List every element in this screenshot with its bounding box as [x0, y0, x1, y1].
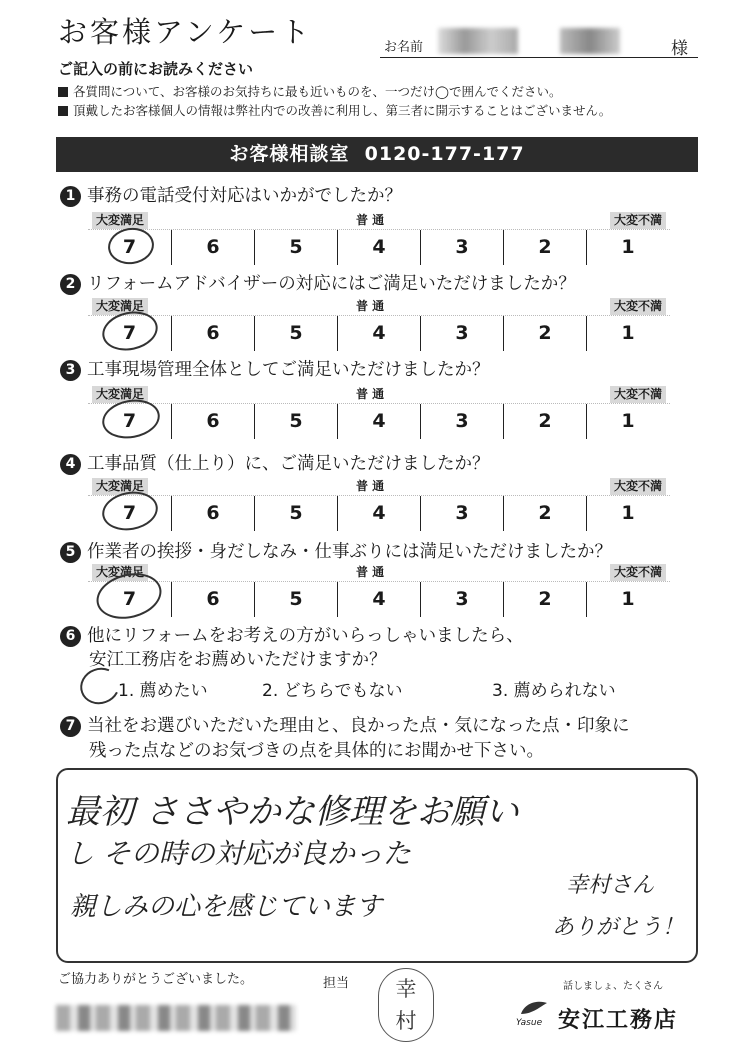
rating-scale-2 — [88, 298, 670, 350]
rating-option[interactable]: 3 — [420, 230, 503, 265]
pre-read-heading: ご記入の前にお読みください — [58, 60, 254, 78]
rating-option[interactable]: 1 — [586, 316, 669, 351]
question-5: 5 作業者の挨拶・身だしなみ・仕事ぶりには満足いただけましたか？ — [60, 538, 612, 563]
page-title: お客様アンケート — [58, 15, 313, 49]
company-tagline: 話しましょ、たくさん — [563, 981, 663, 992]
scale-label-mid: 普 通 — [356, 565, 385, 579]
rating-option[interactable]: 2 — [503, 316, 586, 351]
rating-option[interactable]: 6 — [171, 316, 254, 351]
rating-option[interactable]: 6 — [171, 582, 254, 617]
rating-option[interactable]: 5 — [254, 582, 337, 617]
rating-option[interactable]: 1 — [586, 582, 669, 617]
redacted-name-1 — [438, 28, 518, 54]
question-6-line2: 安江工務店をお薦めいただけますか？ — [89, 650, 387, 670]
free-comment-box[interactable] — [56, 768, 698, 963]
stamp-char-top: 幸 — [395, 977, 417, 1001]
question-number-icon: 7 — [60, 716, 81, 737]
handwritten-line-1: 最初 ささやかな修理をお願い — [66, 792, 519, 832]
rating-option[interactable]: 3 — [420, 582, 503, 617]
rating-option[interactable]: 7 — [122, 502, 137, 524]
scale-label-left: 大変満足 — [92, 212, 148, 229]
question-2: 2 リフォームアドバイザーの対応にはご満足いただけましたか？ — [60, 270, 576, 295]
staff-stamp — [378, 968, 434, 1042]
name-label: お名前 — [384, 40, 424, 55]
note-1: 各質問について、お客様のお気持ちに最も近いものを、一つだけ◯で囲んでください。 — [58, 82, 562, 100]
scale-label-mid: 普 通 — [356, 387, 385, 401]
rating-option[interactable]: 4 — [337, 496, 420, 531]
redacted-name-2 — [560, 28, 620, 54]
consultation-banner — [56, 137, 698, 172]
scale-label-right: 大変不満 — [610, 386, 666, 403]
rating-scale-4 — [88, 478, 670, 530]
q6-option-2[interactable]: 2. どちらでもない — [262, 681, 403, 701]
rating-option[interactable]: 5 — [254, 404, 337, 439]
rating-option[interactable]: 2 — [503, 230, 586, 265]
name-suffix: 様 — [671, 39, 688, 59]
scale-label-right: 大変不満 — [610, 298, 666, 315]
scale-label-right: 大変不満 — [610, 212, 666, 229]
question-number-icon: 3 — [60, 360, 81, 381]
name-field[interactable] — [380, 30, 698, 58]
rating-option[interactable]: 6 — [171, 496, 254, 531]
rating-scale-1 — [88, 212, 670, 264]
scale-label-right: 大変不満 — [610, 478, 666, 495]
question-number-icon: 4 — [60, 454, 81, 475]
question-number-icon: 2 — [60, 274, 81, 295]
rating-option[interactable]: 2 — [503, 496, 586, 531]
q6-option-3[interactable]: 3. 薦められない — [492, 681, 616, 701]
rating-option[interactable]: 4 — [337, 230, 420, 265]
thanks-text: ご協力ありがとうございました。 — [58, 972, 254, 987]
scale-label-left: 大変満足 — [92, 298, 148, 315]
question-number-icon: 5 — [60, 542, 81, 563]
company-name: 安江工務店 — [558, 1008, 679, 1033]
question-number-icon: 6 — [60, 626, 81, 647]
rating-option[interactable]: 1 — [586, 496, 669, 531]
rating-option[interactable]: 5 — [254, 496, 337, 531]
note-2: 頂戴したお客様個人の情報は弊社内での改善に利用し、第三者に開示することはございません。 — [58, 101, 611, 119]
rating-option[interactable]: 6 — [171, 404, 254, 439]
rating-scale-3 — [88, 386, 670, 438]
rating-option[interactable]: 3 — [420, 316, 503, 351]
rating-option[interactable]: 7 — [122, 410, 137, 432]
scale-label-left: 大変満足 — [92, 386, 148, 403]
rating-option[interactable]: 4 — [337, 404, 420, 439]
question-7-line2: 残った点などのお気づきの点を具体的にお聞かせ下さい。 — [89, 741, 544, 761]
scale-label-mid: 普 通 — [356, 299, 385, 313]
rating-option[interactable]: 6 — [171, 230, 254, 265]
question-7: 7 当社をお選びいただいた理由と、良かった点・気になった点・印象に — [60, 712, 630, 737]
staff-label: 担当 — [323, 976, 350, 991]
redacted-address — [56, 1005, 296, 1031]
scale-label-left: 大変満足 — [92, 564, 148, 581]
bullet-square-icon — [58, 106, 68, 116]
question-1: 1 事務の電話受付対応はいかがでしたか？ — [60, 182, 402, 207]
rating-option[interactable]: 2 — [503, 404, 586, 439]
rating-scale-5 — [88, 564, 670, 616]
scale-label-mid: 普 通 — [356, 213, 385, 227]
rating-option[interactable]: 5 — [254, 316, 337, 351]
handwritten-line-3: 親しみの心を感じています — [70, 892, 383, 922]
rating-option[interactable]: 5 — [254, 230, 337, 265]
banner-label: お客様相談室 — [229, 143, 350, 165]
question-3: 3 工事現場管理全体としてご満足いただけましたか？ — [60, 356, 490, 381]
question-6: 6 他にリフォームをお考えの方がいらっしゃいましたら、 — [60, 622, 524, 647]
handwritten-line-2: し その時の対応が良かった — [66, 837, 411, 870]
rating-option[interactable]: 1 — [586, 230, 669, 265]
rating-option[interactable]: 7 — [122, 588, 137, 610]
stamp-char-bottom: 村 — [395, 1009, 417, 1033]
scale-label-left: 大変満足 — [92, 478, 148, 495]
scale-label-mid: 普 通 — [356, 479, 385, 493]
bullet-square-icon — [58, 87, 68, 97]
handwritten-aside-2: ありがとう！ — [552, 915, 685, 940]
rating-option[interactable]: 4 — [337, 316, 420, 351]
handwritten-aside-1: 幸村さん — [566, 873, 655, 898]
rating-option[interactable]: 7 — [122, 236, 137, 258]
rating-option[interactable]: 3 — [420, 496, 503, 531]
rating-option[interactable]: 1 — [586, 404, 669, 439]
logo-text: Yasue — [516, 1018, 543, 1028]
rating-option[interactable]: 2 — [503, 582, 586, 617]
rating-option[interactable]: 4 — [337, 582, 420, 617]
scale-label-right: 大変不満 — [610, 564, 666, 581]
question-4: 4 工事品質（仕上り）に、ご満足いただけましたか？ — [60, 450, 490, 475]
rating-option[interactable]: 3 — [420, 404, 503, 439]
q6-option-1[interactable]: 1. 薦めたい — [118, 681, 208, 701]
question-number-icon: 1 — [60, 186, 81, 207]
leaf-logo-icon — [519, 1000, 549, 1016]
rating-option[interactable]: 7 — [122, 322, 137, 344]
banner-phone[interactable]: 0120-177-177 — [364, 143, 525, 165]
